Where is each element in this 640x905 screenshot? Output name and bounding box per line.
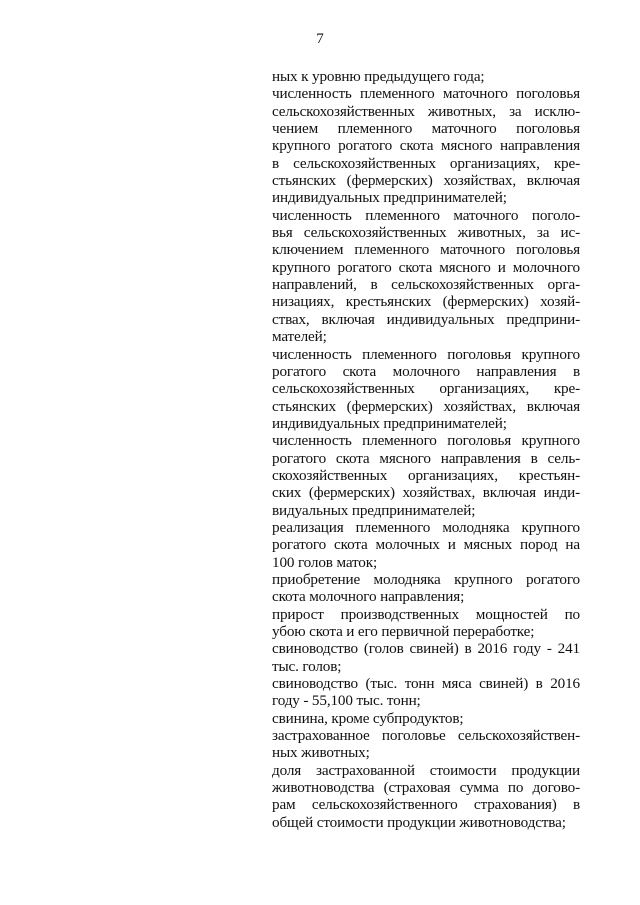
text-line: в сельскохозяйственных организациях, кре- — [272, 154, 580, 172]
text-line: тыс. голов; — [272, 657, 342, 675]
text-line: свиноводство (голов свиней) в 2016 году - 241 — [272, 640, 580, 658]
text-line: застрахованное поголовье сельскохозяйствен- — [272, 727, 580, 745]
text-paragraph — [272, 727, 580, 762]
text-line: ных животных; — [272, 744, 370, 762]
text-line: сельскохозяйственных организациях, кре- — [272, 380, 580, 398]
text-line: ствах, включая индивидуальных предприни- — [272, 310, 580, 328]
text-line: скохозяйственных организациях, крестьян- — [272, 466, 580, 484]
text-line: рогатого скота молочного направления в — [272, 362, 580, 380]
text-line: реализация племенного молодняка крупного — [272, 518, 580, 536]
text-line: году - 55,100 тыс. тонн; — [272, 692, 421, 710]
text-line: доля застрахованной стоимости продукции — [272, 761, 580, 779]
text-paragraph — [272, 519, 580, 571]
text-paragraph — [272, 85, 580, 206]
text-line: убою скота и его первичной переработке; — [272, 623, 535, 640]
text-line: видуальных предпринимателей; — [272, 501, 476, 519]
text-paragraph — [272, 346, 580, 433]
text-line: стьянских (фермерских) хозяйствах, включая — [272, 172, 580, 190]
text-paragraph — [272, 762, 580, 831]
text-line: низациях, крестьянских (фермерских) хозяй- — [272, 293, 580, 311]
text-line: общей стоимости продукции животноводства; — [272, 813, 566, 831]
text-line: рогатого скота молочных и мясных пород на — [272, 536, 580, 554]
text-line: чением племенного маточного поголовья — [272, 120, 580, 138]
text-line: ключением племенного маточного поголовья — [272, 241, 580, 259]
text-line: численность племенного поголовья крупного — [272, 432, 580, 450]
text-line: животноводства (страховая сумма по догово- — [272, 779, 580, 797]
text-line: рам сельскохозяйственного страхования) в — [272, 796, 580, 814]
text-line: численность племенного поголовья крупного — [272, 345, 580, 363]
text-line: стьянских (фермерских) хозяйствах, включая — [272, 397, 580, 415]
text-line: свиноводство (тыс. тонн мяса свиней) в 2016 — [272, 675, 580, 693]
text-line: свинина, кроме субпродуктов; — [272, 709, 464, 727]
text-paragraph — [272, 571, 580, 606]
text-line: скота молочного направления; — [272, 588, 465, 606]
text-line: сельскохозяйственных животных, за исклю- — [272, 102, 580, 120]
page-number: 7 — [316, 31, 324, 47]
text-line: численность племенного маточного поголо- — [272, 206, 580, 224]
text-line: индивидуальных предпринимателей; — [272, 189, 507, 207]
text-line: индивидуальных предпринимателей; — [272, 414, 507, 432]
text-line: крупного рогатого скота мясного направления — [272, 137, 580, 155]
text-paragraph — [272, 207, 580, 346]
text-paragraph — [272, 606, 580, 641]
text-paragraph — [272, 640, 580, 675]
text-line: направлений, в сельскохозяйственных орга- — [272, 276, 580, 294]
text-line: 100 голов маток; — [272, 553, 378, 571]
text-line: численность племенного маточного поголовья — [272, 85, 580, 103]
text-line: ных к уровню предыдущего года; — [272, 68, 485, 85]
text-line: приобретение молодняка крупного рогатого — [272, 570, 580, 588]
text-line: прирост производственных мощностей по — [272, 605, 580, 623]
text-line: вья сельскохозяйственных животных, за ис- — [272, 224, 580, 242]
text-line: рогатого скота мясного направления в сель- — [272, 449, 580, 467]
text-line: ских (фермерских) хозяйствах, включая инди- — [272, 484, 580, 502]
text-line: мателей; — [272, 328, 327, 346]
text-paragraph — [272, 432, 580, 519]
document-body — [272, 68, 580, 831]
text-line: крупного рогатого скота мясного и молочного — [272, 258, 580, 276]
text-paragraph — [272, 710, 580, 727]
text-paragraph — [272, 675, 580, 710]
text-paragraph — [272, 68, 580, 85]
